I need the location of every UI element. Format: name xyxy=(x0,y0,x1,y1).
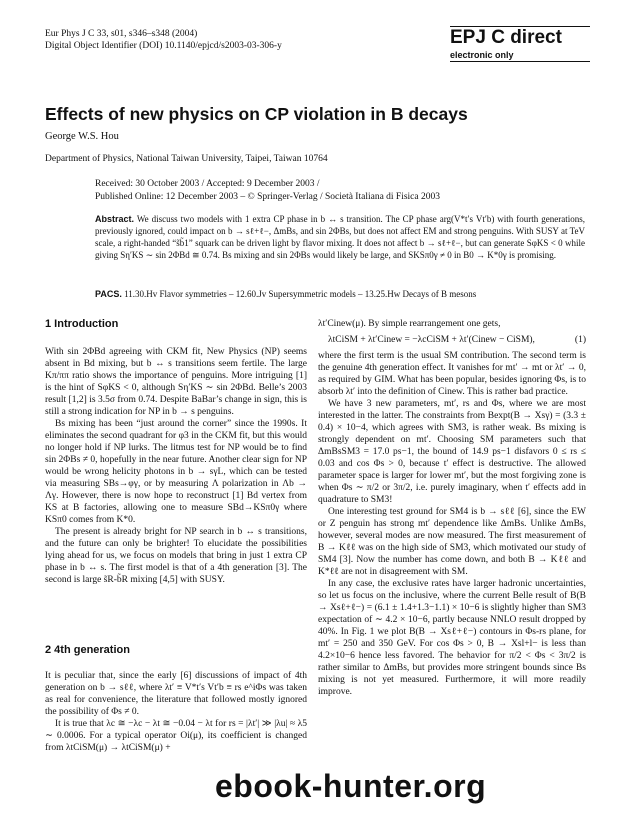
journal-citation: Eur Phys J C 33, s01, s346–s348 (2004) xyxy=(45,29,198,39)
doi-line: Digital Object Identifier (DOI) 10.1140/epjcd/s2003-03-306-y xyxy=(45,41,282,51)
abstract-label: Abstract. xyxy=(95,214,135,224)
journal-brand xyxy=(450,26,590,62)
section-heading-4th-generation: 2 4th generation xyxy=(45,644,130,656)
pacs-label: PACS. xyxy=(95,289,122,299)
intro-paragraph-1: With sin 2ΦBd agreeing with CKM fit, New Physics (NP) seems absent in Bd mixing, but b ↔ s transitions seem fertile. The large Kπ/ππ ratio shows the importance of penguins. More intriguing [1] is the hint of SφKS < 0, although Sη′KS ∼ sin 2ΦBd. Belle’s 2003 result [1,2] is 3.5σ from 0.74. Despite BaBar’s change in sign, this is still a strong indication for NP in b → s penguins. xyxy=(45,347,307,417)
intro-paragraph-3: The present is already bright for NP search in b ↔ s transitions, and the future can only be brighter! To elucidate the possibilities lying ahead for us, we focus on models that bring in just 1 extra CP phase in b ↔ s. The first model is that of a 4th generation [3]. The second is large s̃R-b̃R mixing [4,5] with SUSY. xyxy=(45,527,307,585)
section2-paragraph-2: It is true that λc ≅ −λc − λt ≅ −0.04 − λt for rs = |λt′| ≫ |λu| ≈ λ5 ∼ 0.0006. For a typical operator Oi(μ), its coefficient is changed from λtCiSM(μ) → λtCiSM(μ) + xyxy=(45,719,307,753)
section-heading-introduction: 1 Introduction xyxy=(45,318,119,330)
right-column xyxy=(318,318,586,698)
pacs-codes xyxy=(95,288,585,300)
section2-paragraph-1: It is peculiar that, since the early [6] discussions of impact of 4th generation on b → sℓℓ, where λt′ ≡ V*t′s Vt′b ≡ rs e^iΦs was taken as real for convenience, the literature that followed mostly ignored the possibility of Φs ≠ 0. xyxy=(45,671,307,717)
brand-subtitle: electronic only xyxy=(450,50,514,60)
publication-dates xyxy=(95,178,440,203)
right-paragraph-3: One interesting test ground for SM4 is b → sℓℓ [6], since the EW or Z penguin has strong mt′ dependence like ΔmBs. Unlike ΔmBs, however, several modes are now measured. The first measurement of B → Kℓℓ was on the high side of SM3, which motivated our study of SM4 [3]. Now the number has come down, and both B → Kℓℓ and K*ℓℓ are not in disagreement with SM. xyxy=(318,507,586,577)
pacs-text: 11.30.Hv Flavor symmetries – 12.60.Jv Supersymmetric models – 13.25.Hw Decays of B mesons xyxy=(124,289,477,299)
abstract xyxy=(95,213,585,261)
journal-header xyxy=(45,28,282,52)
brand-title: EPJ C direct xyxy=(450,27,562,48)
intro-paragraph-2: Bs mixing has been “just around the corner” since the 1990s. It eliminates the second quadrant for φ3 in the CKM fit, but this would no longer hold if NP lurks. The litmus test for NP would be to find sin 2ΦBs ≠ 0, hopefully in the near future. Another clear sign for NP would be wrong helicity photons in b → sγL, which can be tested via measuring SBs→φγ, or by measuring Λ polarization in Λb → Λγ. However, there is now hope to reconstruct [1] Bd vertex from KS at B factories, allowing one to measure SBd→KSπ0γ where KSπ0 comes from K*0. xyxy=(45,419,307,525)
author-name: George W.S. Hou xyxy=(45,131,119,142)
right-paragraph-1: where the first term is the usual SM contribution. The second term is the genuine 4th generation effect. It vanishes for mt′ → mt or λt′ → 0, as required by GIM. What has been popular, besides ignoring Φs, is to absorb λt′ into the definition of Cinew. This is rather bad practice. xyxy=(318,351,586,397)
watermark-text: ebook-hunter.org xyxy=(215,768,487,804)
affiliation: Department of Physics, National Taiwan University, Taipei, Taiwan 10764 xyxy=(45,154,328,164)
brand-rule-bottom xyxy=(450,61,590,62)
left-column-intro xyxy=(45,346,307,586)
right-paragraph-4: In any case, the exclusive rates have larger hadronic uncertainties, so let us focus on the inclusive, where the current Belle result of B(B → Xsℓ+ℓ−) = (6.1 ± 1.4+1.3−1.1) × 10−6 is slightly higher than SM3 expectation of ∼ 4.2 × 10−6, partly because NNLO result dropped by 40%. In Fig. 1 we plot B(B → Xsℓ+ℓ−) contours in Φs-rs plane, for mt′ = 250 and 350 GeV. For cos Φs > 0, B → Xsl+l− is less than 4.2×10−6 hence less favored. The behavior for π/2 < Φs < 3π/2 is rather similar to ΔmBs, but provides more stringent bounds since Bs mixing is not yet measured. Furthermore, it will more readily improve. xyxy=(318,579,586,697)
equation-number: (1) xyxy=(574,335,586,345)
right-paragraph-2: We have 3 new parameters, mt′, rs and Φs, where we are most interested in the latter. The constraints from Bexpt(B → Xsγ) = (3.3 ± 0.4) × 10−4, which agrees with SM3, is rather weak. Bs mixing is strongly dependent on mt′. Choosing SM parameters such that ΔmBsSM3 = 17.0 ps−1, the bound of 14.9 ps−1 disfavors 0 ≤ rs ≤ 0.03 and cos Φs > 0, because t′ effect is destructive. The allowed parameter space is larger for lower mt′, but the most forgiving zone is when Φs ∼ π/2 or 3π/2, i.e. purely imaginary, when t′ effects add in quadrature to SM3! xyxy=(318,399,586,505)
abstract-text: We discuss two models with 1 extra CP phase in b ↔ s transition. The CP phase arg(V*t′s Vt′b) with fourth generations, previously ignored, could impact on b → sℓ+ℓ−, ΔmBs, and sin 2ΦBs, but does not affect EM and strong penguins. With SUSY at TeV scale, a right-handed “s̃b̃1” squark can be driven light by flavor mixing. It does not affect b → sℓ+ℓ−, but can generate SφKS < 0 while giving Sη′KS ∼ sin 2ΦBd ≅ 0.74. Bs mixing and sin 2ΦBs would likely be large, and SKSπ0γ ≠ 0 in B0 → K*0γ is promising. xyxy=(95,214,585,260)
equation-body: λtCiSM + λt′Cinew = −λcCiSM + λt′(Cinew − CiSM), xyxy=(328,335,535,345)
left-column-section2 xyxy=(45,670,307,754)
paper-title: Effects of new physics on CP violation in B decays xyxy=(45,104,468,124)
equation-1 xyxy=(328,334,586,346)
received-line: Received: 30 October 2003 / Accepted: 9 December 2003 / xyxy=(95,179,320,189)
right-line-1: λt′Cinew(μ). By simple rearrangement one gets, xyxy=(318,319,501,329)
published-line: Published Online: 12 December 2003 – © Springer-Verlag / Società Italiana di Fisica 2003 xyxy=(95,191,440,202)
